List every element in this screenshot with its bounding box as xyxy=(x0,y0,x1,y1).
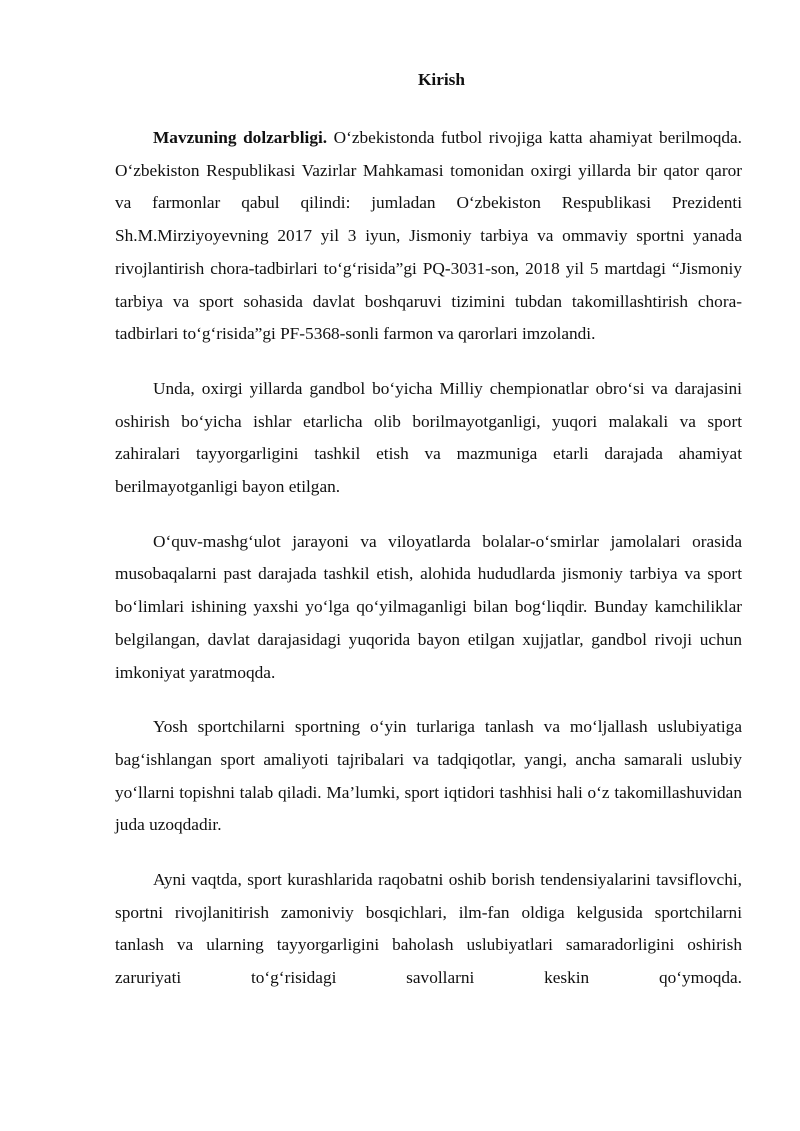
document-page xyxy=(115,68,742,1017)
paragraph-text: Ayni vaqtda, sport kurashlarida raqobatni oshib borish tendensiyalarini tavsiflovchi, sportni rivojlanitirish zamoniviy bosqichlari, ilm-fan oldiga kelgusida sportchilarni tanlash va ularning tayyorgarligini baholash uslubiyatlari samaradorligini oshirish zaruriyati to‘g‘risidagi savollarni keskin qo‘ymoqda. xyxy=(115,870,742,988)
paragraph-3 xyxy=(115,526,742,690)
paragraph-text: O‘zbekistonda futbol rivojiga katta ahamiyat berilmoqda. O‘zbekiston Respublikasi Vazirlar Mahkamasi tomonidan oxirgi yillarda bir qator qaror va farmonlar qabul qilindi: jumladan O‘zbekiston Respublikasi Prezidenti Sh.M.Mirziyoyevning 2017 yil 3 iyun, Jismoniy tarbiya va ommaviy sportni yanada rivojlantirish chora-tadbirlari to‘g‘risida”gi PQ-3031-son, 2018 yil 5 martdagi “Jismoniy tarbiya va sport sohasida davlat boshqaruvi tizimini tubdan takomillashtirish chora-tadbirlari to‘g‘risida”gi PF-5368-sonli farmon va qarorlari imzolandi. xyxy=(115,128,742,344)
paragraph-text: Yosh sportchilarni sportning o‘yin turlariga tanlash va mo‘ljallash uslubiyatiga bag‘ishlangan sport amaliyoti tajribalari va tadqiqotlar, yangi, ancha samarali uslubiy yo‘llarni topishni talab qiladi. Ma’lumki, sport iqtidori tashhisi hali o‘z takomillashuvidan juda uzoqdadir. xyxy=(115,717,742,835)
paragraph-text: O‘quv-mashg‘ulot jarayoni va viloyatlarda bolalar-o‘smirlar jamolalari orasida musobaqalarni past darajada tashkil etish, alohida hududlarda jismoniy tarbiya va sport bo‘limlari ishining yaxshi yo‘lga qo‘yilmaganligi bilan bog‘liqdir. Bunday kamchiliklar belgilangan, davlat darajasidagi yuqorida bayon etilgan xujjatlar, gandbol rivoji uchun imkoniyat yaratmoqda. xyxy=(115,531,742,682)
paragraph-5 xyxy=(115,864,742,995)
paragraph-2 xyxy=(115,373,742,504)
paragraph-text: Unda, oxirgi yillarda gandbol bo‘yicha Milliy chempionatlar obro‘si va darajasini oshirish bo‘yicha ishlar etarlicha olib borilmayotganligi, yuqori malakali va sport zahiralari tayyorgarligini tashkil etish va mazmuniga etarli darajada ahamiyat berilmayotganligi bayon etilgan. xyxy=(115,378,742,497)
paragraph-4 xyxy=(115,711,742,842)
paragraph-lead: Mavzuning dolzarbligi. xyxy=(153,128,328,147)
section-title: Kirish xyxy=(417,70,466,89)
paragraph-relevance xyxy=(115,122,742,351)
